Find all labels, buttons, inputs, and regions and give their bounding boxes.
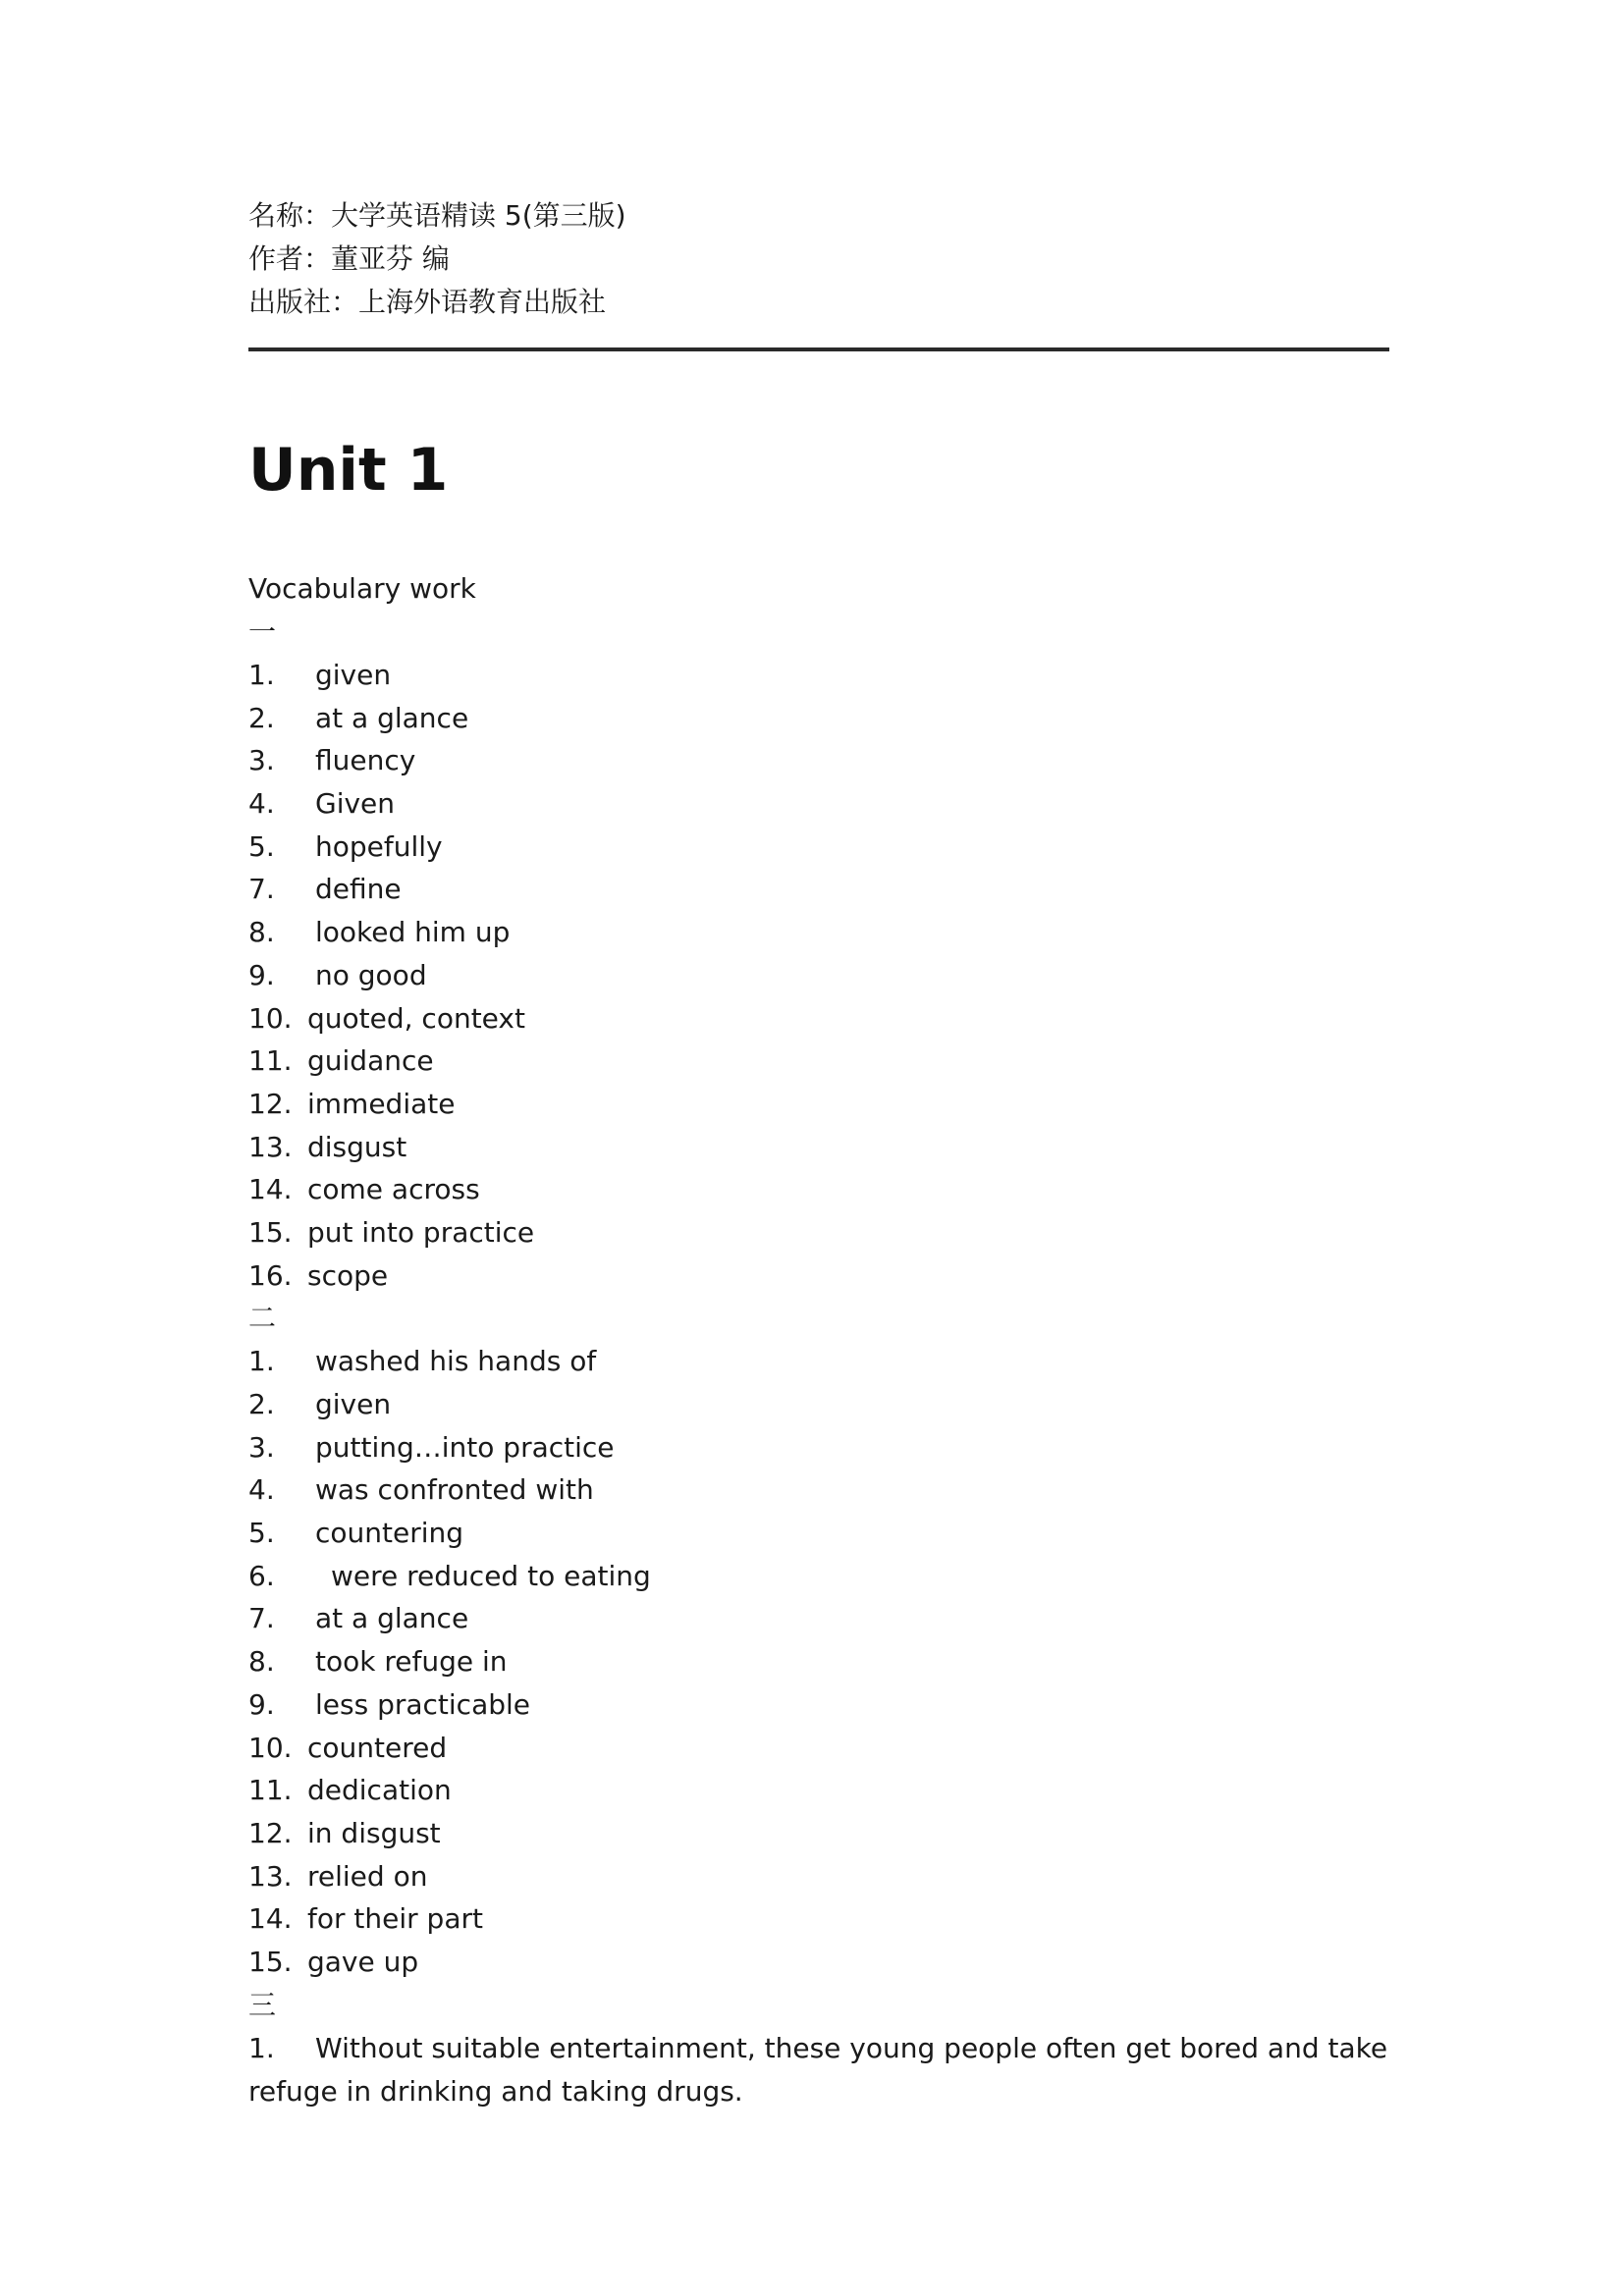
item-text: relied on [307,1859,428,1893]
part-1-list [248,654,1389,1297]
part-3-list [248,2027,1389,2113]
item-text: in disgust [307,1816,441,1849]
item-number: 7. [248,873,275,906]
answer-item [248,1126,1389,1169]
answer-item [248,826,1389,869]
answer-item [248,697,1389,740]
item-text: given [315,659,392,691]
answer-item [248,1083,1389,1126]
item-number: 5. [248,1517,275,1550]
item-text: at a glance [315,1602,469,1635]
header-divider [248,347,1389,351]
item-number: 15. [248,1945,293,1978]
answer-item [248,1855,1389,1898]
item-text: hopefully [315,829,443,863]
answer-item [248,1683,1389,1727]
part-1-label: 一 [248,615,277,648]
answer-item [248,1897,1389,1941]
item-number: 5. [248,829,275,863]
answer-item [248,1211,1389,1255]
item-text: Without suitable entertainment, these young people often get bored and take refuge in drinking and taking drugs. [248,2031,1388,2108]
item-text: less practicable [315,1687,531,1721]
item-number: 1. [248,2031,275,2064]
answer-item [248,1255,1389,1298]
item-number: 1. [248,659,275,691]
item-text: at a glance [315,701,469,734]
item-number: 8. [248,916,275,949]
answer-item [248,1727,1389,1770]
book-publisher: 出版社：上海外语教育出版社 [248,286,607,318]
item-number: 15. [248,1215,293,1249]
item-number: 10. [248,1731,293,1764]
item-number: 3. [248,1430,275,1464]
item-text: countering [315,1517,464,1550]
answer-item [248,1040,1389,1083]
item-number: 8. [248,1645,275,1679]
part-2-label: 二 [248,1302,277,1335]
item-text: no good [315,958,427,991]
item-number: 4. [248,787,275,821]
item-text: took refuge in [315,1645,508,1679]
item-text: given [315,1388,392,1420]
item-number: 3. [248,744,275,777]
part-2-list [248,1340,1389,1983]
item-number: 14. [248,1902,293,1936]
item-text: define [315,873,402,906]
item-number: 12. [248,1816,293,1849]
answer-item [248,868,1389,911]
item-text: put into practice [307,1215,535,1249]
item-number: 13. [248,1859,293,1893]
item-number: 4. [248,1473,275,1507]
item-number: 14. [248,1173,293,1206]
answer-item [248,911,1389,954]
item-number: 11. [248,1774,293,1807]
item-number: 9. [248,958,275,991]
item-text: for their part [307,1902,483,1936]
item-number: 2. [248,1388,275,1420]
item-text: gave up [307,1945,419,1978]
answer-item [248,1168,1389,1211]
item-number: 2. [248,701,275,734]
item-text: putting…into practice [315,1430,615,1464]
answer-item [248,1555,1389,1598]
item-number: 11. [248,1044,293,1078]
answer-item [248,739,1389,782]
item-number: 12. [248,1087,293,1120]
document-page [248,194,1389,2113]
answer-item [248,1769,1389,1812]
item-number: 10. [248,1001,293,1035]
item-text: come across [307,1173,480,1206]
book-author: 作者：董亚芬 编 [248,242,450,275]
item-text: scope [307,1258,389,1292]
item-text: countered [307,1731,448,1764]
item-number: 6. [248,1559,275,1592]
answer-item [248,954,1389,997]
part-3-label: 三 [248,1988,277,2021]
answer-item [248,1640,1389,1683]
answer-item [248,1812,1389,1855]
answer-item [248,997,1389,1041]
item-text: were reduced to eating [331,1559,651,1592]
answer-item [248,782,1389,826]
item-text: looked him up [315,916,511,949]
item-text: dedication [307,1774,452,1807]
item-text: washed his hands of [315,1345,597,1378]
item-text: guidance [307,1044,434,1078]
item-number: 9. [248,1687,275,1721]
item-text: disgust [307,1130,407,1163]
answer-item [248,1597,1389,1640]
item-text: quoted, context [307,1001,525,1035]
section-title: Vocabulary work [248,572,476,605]
answer-item [248,1468,1389,1512]
answer-item [248,1426,1389,1469]
answer-item [248,1340,1389,1383]
item-number: 1. [248,1345,275,1378]
item-number: 7. [248,1602,275,1635]
item-text: fluency [315,744,416,777]
item-number: 16. [248,1258,293,1292]
item-text: was confronted with [315,1473,594,1507]
answer-item [248,2027,1389,2113]
book-name: 名称：大学英语精读 5(第三版) [248,199,626,232]
item-text: Given [315,787,396,821]
item-text: immediate [307,1087,456,1120]
item-number: 13. [248,1130,293,1163]
answer-item [248,1383,1389,1426]
answer-item [248,1512,1389,1555]
unit-title: Unit 1 [248,436,449,505]
answer-item [248,654,1389,697]
answer-item [248,1941,1389,1984]
